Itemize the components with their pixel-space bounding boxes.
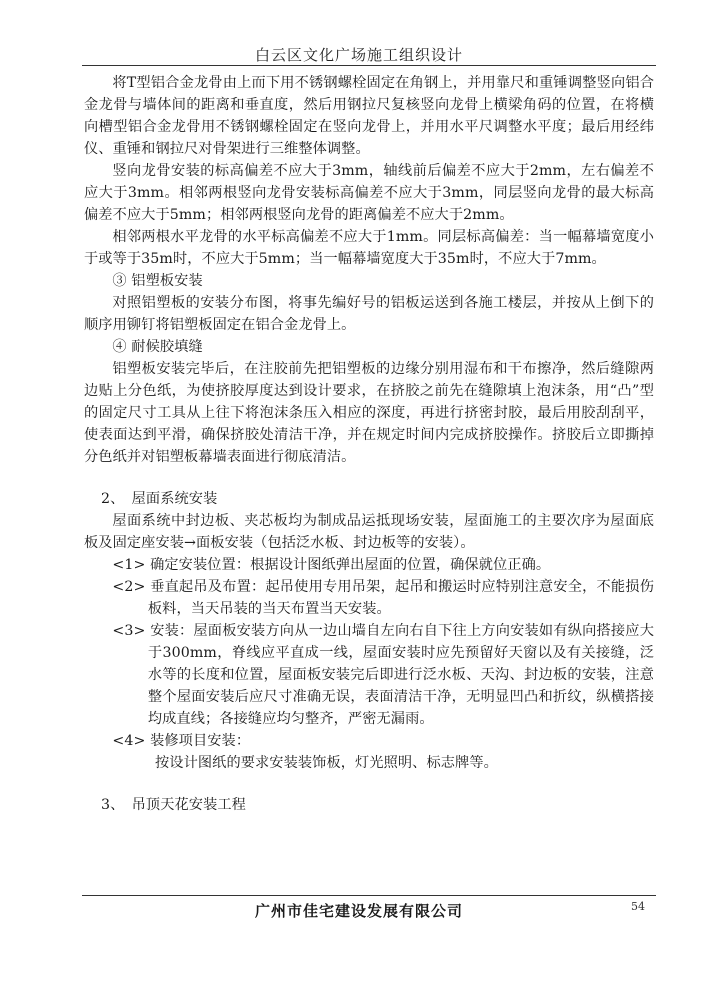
paragraph: 铝塑板安装完毕后，在注胶前先把铝塑板的边缘分别用湿布和干布擦净，然后缝隙两边贴上分色纸，为使挤胶厚度达到设计要求，在挤胶之前先在缝隙填上泡沫条，用“凸”型的固定尺寸工具从上往下将泡沫条压入相应的深度，再进行挤密封胶，最后用胶刮刮平，使表面达到平滑，确保挤胶处清洁干净，并在规定时间内完成挤胶操作。挤胶后立即撕掉分色纸并对铝塑板幕墙表面进行彻底清洁。 — [84, 361, 654, 465]
paragraph: 竖向龙骨安装的标高偏差不应大于3mm，轴线前后偏差不应大于2mm，左右偏差不应大于3mm。相邻两根竖向龙骨安装标高偏差不应大于3mm，同层竖向龙骨的最大标高偏差不应大于5mm；相邻两根竖向龙骨的距离偏差不应大于2mm。 — [84, 163, 654, 223]
page-number: 54 — [631, 900, 645, 913]
list-item: <1> 确定安装位置：根据设计图纸弹出屋面的位置，确保就位正确。 — [112, 557, 551, 573]
paragraph: 对照铝塑板的安装分布图，将事先编好号的铝板运送到各施工楼层，并按从上倒下的顺序用铆钉将铝塑板固定在铝合金龙骨上。 — [84, 295, 654, 333]
list-item-body: 按设计图纸的要求安装装饰板，灯光照明、标志牌等。 — [155, 755, 498, 771]
paragraph: 相邻两根水平龙骨的水平标高偏差不应大于1mm。同层标高偏差：当一幅幕墙宽度小于或等于35m时，不应大于5mm；当一幅幕墙宽度大于35m时，不应大于7mm。 — [84, 229, 654, 267]
subheading-sealant: ④ 耐候胶填缝 — [112, 339, 203, 355]
footer-rule — [82, 895, 656, 896]
header-rule — [82, 65, 656, 66]
list-item: <2> 垂直起吊及布置：起吊使用专用吊架，起吊和搬运时应特别注意安全，不能损伤板料，当天吊装的当天布置当天安装。 — [112, 579, 654, 617]
list-item: <3> 安装：屋面板安装方向从一边山墙自左向右自下往上方向安装如有纵向搭接应大于300mm，脊线应平直成一线，屋面安装时应先预留好天窗以及有关接缝，泛水等的长度和位置，屋面板安装完后即进行泛水板、天沟、封边板的安装，注意整个屋面安装后应尺寸准确无误，表面清洁干净，无明显凹凸和折纹，纵横搭接均成直线；各接缝应均匀整齐，严密无漏雨。 — [112, 623, 654, 727]
section-heading-ceiling: 3、 吊顶天花安装工程 — [101, 797, 246, 813]
subheading-aluminum-panel: ③ 铝塑板安装 — [112, 273, 203, 289]
list-item: <4> 装修项目安装： — [112, 733, 251, 749]
paragraph: 将T型铝合金龙骨由上而下用不锈钢螺栓固定在角钢上，并用靠尺和重锤调整竖向铝合金龙骨与墙体间的距离和垂直度，然后用钢拉尺复核竖向龙骨上横梁角码的位置，在将横向槽型铝合金龙骨用不锈钢螺栓固定在竖向龙骨上，并用水平尺调整水平度；最后用经纬仪、重锤和钢拉尺对骨架进行三维整体调整。 — [84, 75, 654, 157]
header-title: 白云区文化广场施工组织设计 — [254, 46, 463, 64]
footer-company: 广州市佳宅建设发展有限公司 — [254, 902, 463, 920]
section-heading-roof: 2、 屋面系统安装 — [101, 491, 218, 507]
page-body — [84, 72, 654, 816]
paragraph: 屋面系统中封边板、夹芯板均为制成品运抵现场安装，屋面施工的主要次序为屋面底板及固定座安装→面板安装（包括泛水板、封边板等的安装）。 — [84, 513, 654, 551]
